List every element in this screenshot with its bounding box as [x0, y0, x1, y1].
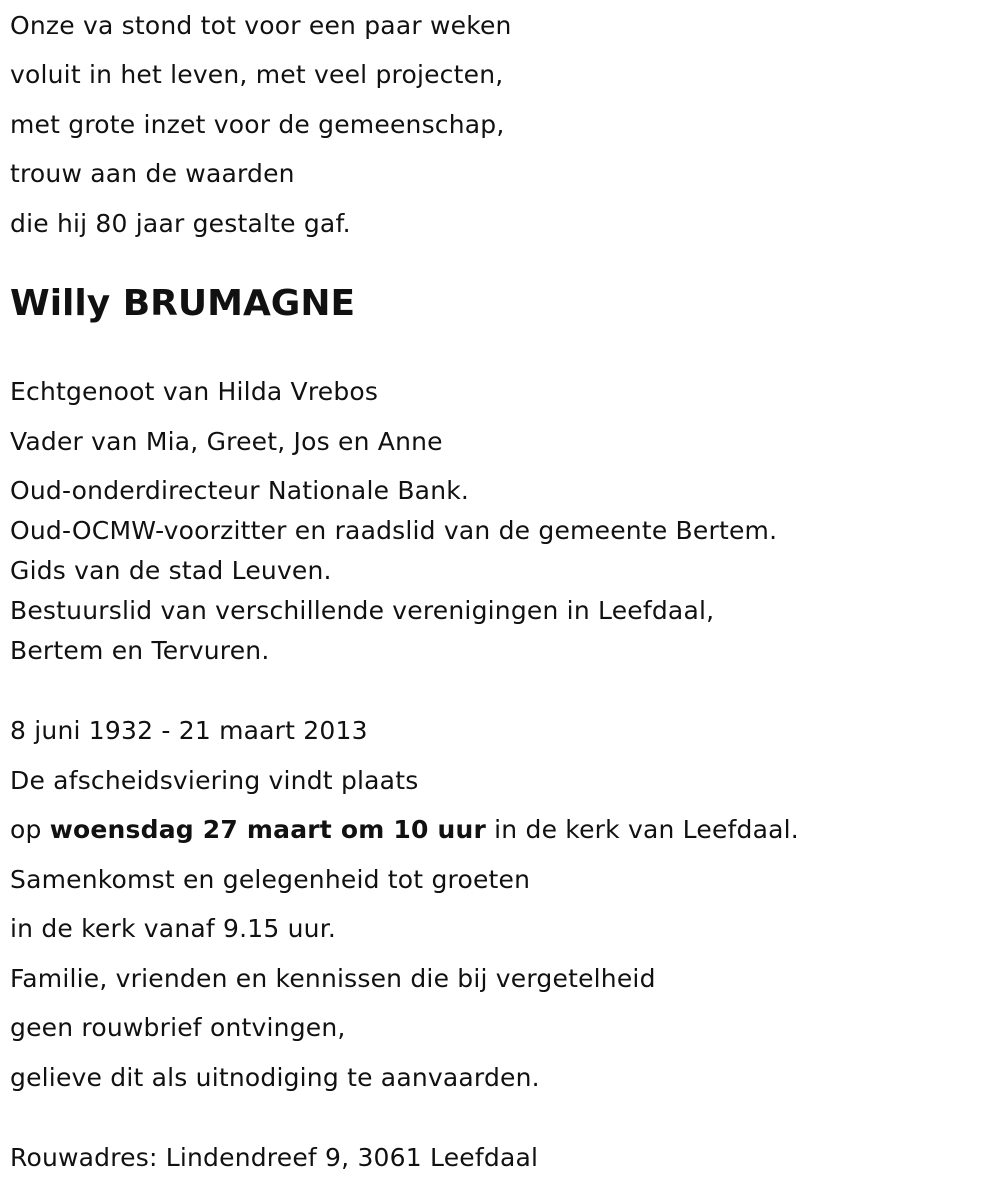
family-children: Vader van Mia, Greet, Jos en Anne — [10, 427, 443, 456]
career-line-5: Bertem en Tervuren. — [10, 636, 270, 665]
intro-line-1: Onze va stond tot voor een paar weken — [10, 11, 512, 40]
mourning-address: Rouwadres: Lindendreef 9, 3061 Leefdaal — [10, 1143, 539, 1172]
ceremony-line-2 — [10, 815, 799, 845]
ceremony-location: in de kerk van Leefdaal. — [486, 815, 799, 844]
ceremony-line-4: in de kerk vanaf 9.15 uur. — [10, 914, 337, 943]
intro-line-2: voluit in het leven, met veel projecten, — [10, 60, 504, 89]
career-line-1: Oud-onderdirecteur Nationale Bank. — [10, 476, 470, 505]
ceremony-prefix: op — [10, 815, 50, 844]
ceremony-line-7: gelieve dit als uitnodiging te aanvaarden. — [10, 1063, 540, 1092]
intro-line-4: trouw aan de waarden — [10, 159, 295, 188]
career-line-3: Gids van de stad Leuven. — [10, 556, 332, 585]
ceremony-line-6: geen rouwbrief ontvingen, — [10, 1013, 346, 1042]
intro-line-5: die hij 80 jaar gestalte gaf. — [10, 209, 351, 238]
life-dates: 8 juni 1932 - 21 maart 2013 — [10, 716, 368, 745]
career-line-4: Bestuurslid van verschillende verenigingen in Leefdaal, — [10, 596, 715, 625]
intro-line-3: met grote inzet voor de gemeenschap, — [10, 110, 505, 139]
family-spouse: Echtgenoot van Hilda Vrebos — [10, 377, 379, 406]
career-line-2: Oud-OCMW-voorzitter en raadslid van de gemeente Bertem. — [10, 516, 778, 545]
ceremony-line-5: Familie, vrienden en kennissen die bij vergetelheid — [10, 964, 656, 993]
ceremony-line-1: De afscheidsviering vindt plaats — [10, 766, 419, 795]
deceased-name: Willy BRUMAGNE — [10, 283, 356, 324]
ceremony-line-3: Samenkomst en gelegenheid tot groeten — [10, 865, 531, 894]
ceremony-date-time: woensdag 27 maart om 10 uur — [49, 815, 487, 844]
